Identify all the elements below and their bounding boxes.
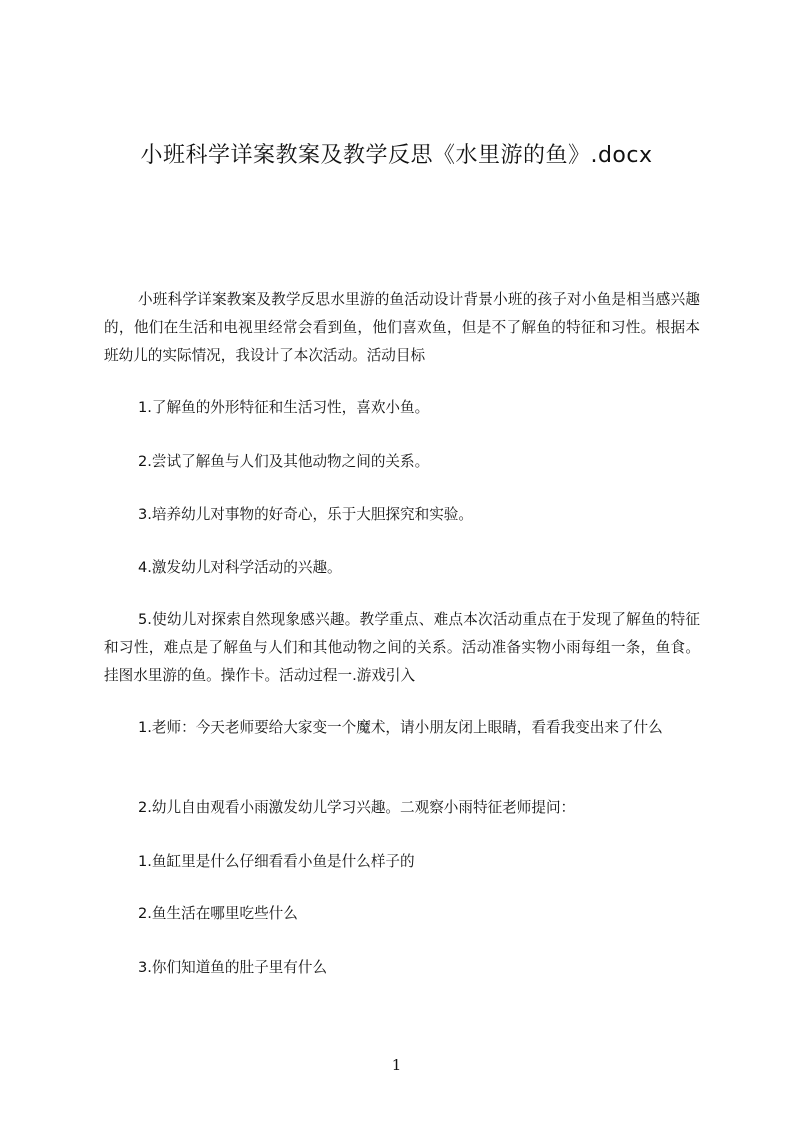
paragraph-question-3: 3.你们知道鱼的肚子里有什么 <box>138 959 328 976</box>
paragraph-process-2: 2.幼儿自由观看小雨激发幼儿学习兴趣。二观察小雨特征老师提问： <box>138 799 576 816</box>
page-number: 1 <box>391 1056 402 1074</box>
paragraph-question-2: 2.鱼生活在哪里吃些什么 <box>138 905 298 922</box>
paragraph-goal-4: 4.激发幼儿对科学活动的兴趣。 <box>138 559 342 576</box>
paragraph-goal-3: 3.培养幼儿对事物的好奇心，乐于大胆探究和实验。 <box>138 506 473 523</box>
document-title: 小班科学详案教案及教学反思《水里游的鱼》.docx <box>140 143 653 168</box>
paragraph-process-1: 1.老师：今天老师要给大家变一个魔术，请小朋友闭上眼睛，看看我变出来了什么 <box>138 719 663 736</box>
paragraph-goal-2: 2.尝试了解鱼与人们及其他动物之间的关系。 <box>138 453 430 470</box>
paragraph-goal-5: 5.使幼儿对探索自然现象感兴趣。教学重点、难点本次活动重点在于发现了解鱼的特征和习性，难点是了解鱼与人们和其他动物之间的关系。活动准备实物小雨每组一条，鱼食。挂图水里游的鱼。操作卡。活动过程一.游戏引入 <box>104 611 700 684</box>
paragraph-background: 小班科学详案教案及教学反思水里游的鱼活动设计背景小班的孩子对小鱼是相当感兴趣的，他们在生活和电视里经常会看到鱼，他们喜欢鱼，但是不了解鱼的特征和习性。根据本班幼儿的实际情况，我设计了本次活动。活动目标 <box>104 291 700 364</box>
paragraph-goal-1: 1.了解鱼的外形特征和生活习性，喜欢小鱼。 <box>138 399 430 416</box>
paragraph-question-1: 1.鱼缸里是什么仔细看看小鱼是什么样子的 <box>138 853 415 870</box>
